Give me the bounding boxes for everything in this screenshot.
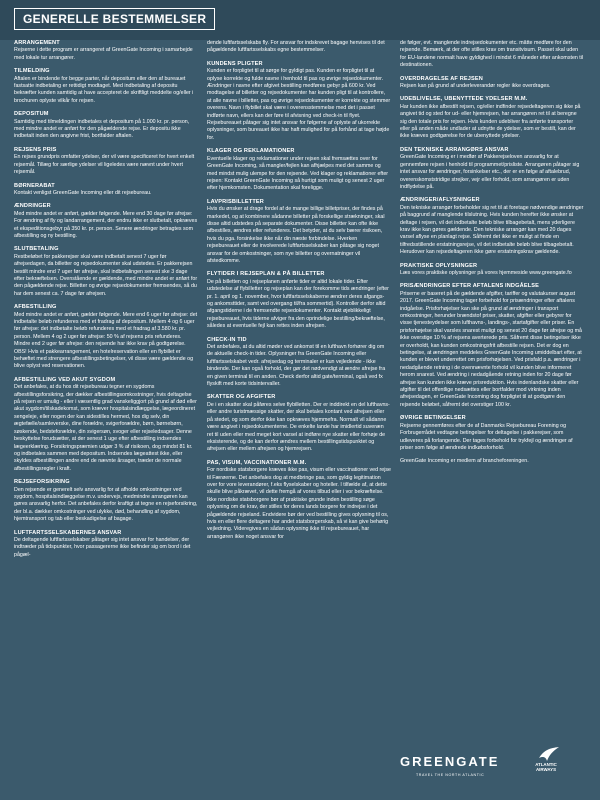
- terms-section: [14, 111, 198, 141]
- terms-section: [207, 337, 391, 389]
- section-body: Med mindre andet er anført, gælder følgende. Mere end 30 dage før afrejse: For ændring af fly og landarrangement, der endnu ikke er slutbetalt, opkræves et ekspeditionsgebyr på 350 kr. pr. person. Senere ændringer betragtes som afbestilling og ny bestilling.: [14, 210, 198, 239]
- section-body: Det anbefales, at du altid møder ved ankomst til en lufthavn forhører dig om de aktuelle check-in tider. Oplysninger fra GreenGate Incoming eller luftfartsselskabet vedr. afrejsedag og terminaler er kun vejledende - ikke bindende. Der kan også forhold, der gør det nødvendigt at ændre afrejse fra en given terminal til en anden. Check derfor altid gate/terminal, også ved fx flyskift med korte tidsintervaller.: [207, 344, 386, 388]
- section-title: ÆNDRINGER/AFLYSNINGER: [400, 197, 480, 204]
- terms-section: [14, 479, 198, 523]
- section-body: Den tekniske arrangør forbeholder sig ret til at foretage nødvendige ændringer på baggrund af manglende tilslutning. Hvis kunden herefter ikke ønsker at deltage i rejsen, vil det indbetalte beløb blive tilbagebetalt, mens yderligere krav ikke kan gøres gældende. Den tekniske arrangør kan med 20 dages varsel aflyse en planlagt rejse. Såfremt det ikke er muligt at finde en tilfredsstillende erstatningsrejse, vil det indbetalte beløb blive tilbagebetalt. Herudover kan rejsedeltageren ikke gøre erstatningskrav gældende.: [400, 204, 584, 256]
- terms-section: [400, 96, 584, 140]
- section-body: Samtidig med tilmeldingen indbetales et depositum på 1.000 kr. pr. person, med mindre andet er anført for den pågældende rejse. Er depositu ikke indbetalt inden den angivne frist, bortfalder aftalen.: [14, 118, 190, 140]
- terms-section: [14, 147, 198, 177]
- section-body: Hvis du ønsker at drage fordel af de mange billige billetpriser, der findes på markedet, og at kombinere sådanne billetter på forskellige strækninger, skal disse altid udstedes på separate dokumenter. Disse billetter kan ofte ikke afbestilles, ændres eller refunderes. Det betyder, at du selv bærer risikoen, hvis du pga. forsinkelse ikke når din næste forbindelse. Hverken rejsebureauet eller de involverede luftfartsselskaber kan påtage sig noget ansvar for de omkostninger, som nye billetter og overnatninger vil afstedkomme.: [207, 206, 385, 264]
- terms-section: [400, 263, 584, 278]
- section-title: TILMELDING: [14, 68, 50, 75]
- section-title: DEPOSITUM: [14, 111, 49, 118]
- terms-section: [14, 183, 198, 198]
- terms-section: [14, 203, 198, 240]
- airline-name-line1: ATLANTIC: [535, 762, 557, 767]
- terms-section: [14, 40, 198, 62]
- greengate-logo: GREENGATE: [400, 754, 500, 769]
- section-title: LAVPRISBILLETTER: [207, 198, 264, 205]
- section-body: Har kunden ikke afbestilt rejsen, og/eller indfinder rejsedeltageren sig ikke på angivet tid og sted for ud- eller hjemrejsen, har arrangøren ret til at beregne sig den totale pris for rejsen. Hvis kunden udebliver fra anførte transporter eller på anden måde undlader at udnytte de ydelser, som er bestilt, kan der ikke kræves godtgørelse for de ubenyttede ydelser.: [400, 103, 581, 140]
- section-title: CHECK-IN TID: [207, 336, 247, 343]
- terms-section: [207, 271, 391, 330]
- terms-section: [400, 458, 584, 465]
- terms-section: [400, 283, 584, 409]
- section-title: PRISÆNDRINGER EFTER AFTALENS INDGÅELSE: [400, 283, 540, 290]
- terms-section: [400, 197, 584, 256]
- section-body: Kunden er forpligtet til at sørge for gyldigt pas. Kunden er forpligtet til at oplyse korrekte og fulde navne i henhold til pas og øvrige rejsedokumenter. Ændringer i navne efter afgivet bestilling medføres gebyr på 600 kr. Ved modtagelse af billetter og rejsedokumenter har kunden pligt til at kontrollere, at alle navne i billetter, pas og øvrige rejsedokumenter er korrekte og stemmer overens. Navn i flybillet skal være i overensstemmelse med det i passet indførte navn, ellers kan der føre til afvisning ved check-in til flyet. Rejsebureauet påtager sig intet ansvar for følgerne af oplyste af ukorrekte oplysninger, som bureauet ikke har haft mulighed for på forhånd at tage højde for.: [207, 68, 391, 141]
- section-body: De i en skatter skal påføres selve flybilletten. Der er inddirekt en del lufthavns- eller andre turistmæssige skatter, der skal betales kontant ved afrejsen eller på stedet, og som derfor ikke kan opkræves hjemmefra. Normalt vil sådanne være angivet i rejsedokumenterne. De enkelte lande har imidlertid suveræn ret til uden eller med meget kort varsel at indføre nye skatter eller forhøje de eksisterende, og de kan derfor ændres mellem bestillingstidspunktet og afrejsen eller mellem afrejsen og hjemrejsen.: [207, 401, 390, 453]
- section-body: Den rejsende er generelt selv ansvarlig for at afholde omkostninger ved sygdom, hospitalsindlæggelse m.v. undervejs, medmindre arrangøren kan gøres ansvarlig herfor. Det anbefales derfor kraftigt at tegne en rejseforsikring, der bl.a. dækker omkostninger ved ulykke, død, behandling af sygdom, hjemtransport og tab eller beskadigelse af bagage.: [14, 486, 198, 523]
- section-body: Rejserne i dette program er arrangeret af GreenGate Incoming i samarbejde med lokale tur arrangører.: [14, 47, 193, 61]
- greengate-tagline: TRAVEL THE NORTH ATLANTIC: [416, 773, 485, 777]
- terms-section: [400, 40, 584, 70]
- column-3: [400, 40, 584, 800]
- section-title: ØVRIGE BETINGELSER: [400, 415, 466, 422]
- terms-section: [207, 199, 391, 266]
- terms-section: [14, 304, 198, 371]
- section-body: Aftalen er bindende for begge parter, når depositum eller den af bureauet fastsatte indbetaling er rettidigt modtaget. Med indbetaling af depositu bekræfter kunden samtidig at have accepteret de skriftligt meddelte og/eller i brochuren oplyste vilkår for rejsen.: [14, 75, 194, 104]
- section-body: En rejses grundpris omfatter ydelser, der vil være specificeret for hvert enkelt rejsemål. Tillæg for særlige ydelser vil ligeledes være nævnt under hvert rejsemål.: [14, 154, 195, 176]
- section-title: DEN TEKNISKE ARRANGØRS ANSVAR: [400, 146, 509, 153]
- section-body: GreenGate Incoming er i medfør af Pakkerejseloven ansvarlig for at gennemføre rejsen i henhold til programmet/prisliste. Arrangøren påtager sig intet ansvar for ændringer, forsinkelser etc., der er en følge af aftalebrud, overenskomststridige strejker, vejr eller forhold, som arrangøren er uden indflydelse på.: [400, 154, 580, 190]
- section-title: AFBESTILLING VED AKUT SYGDOM: [14, 376, 116, 383]
- terms-section: [400, 76, 584, 91]
- terms-section: [207, 148, 391, 192]
- section-title: REJSENS PRIS: [14, 146, 57, 153]
- terms-section: [207, 40, 391, 55]
- section-body: Læs vores praktiske oplysninger på vores hjemmeside www.greengate.fo: [400, 269, 572, 276]
- section-body: Rejsen kan på grund af underleverandør regler ikke overdrages.: [400, 83, 551, 90]
- section-body: For nordiske statsborgere kræves ikke pas, visum eller vaccinationer ved rejse til Færøerne. Det anbefales dog at medbringe pas, som gyldig legitimation over for vore leverandører, f.eks flyselskaber og hoteller. I tilfælde af, at dette skulle blive påkrævet, vil dette fremgå af vores tilbud eller i vor bekræftelse. Ikke nordiske statsborgere bør af praktiske grunde inden bestilling søge oplysning om de krav, der stilles for deres lands borgere for indrejse i det pågældende rejseland. Endvidere bør der ved bestilling gives oplysning til os, hvis en eller flere deltagere har andet statsborgerskab, så vi kan give behørig vejledning. Videregives en sådan oplysning ikke til rejsebureauet, har arrangøren ikke noget ansvar for: [207, 467, 391, 540]
- section-title: PAS, VISUM, VACCINATIONER M.M.: [207, 459, 307, 466]
- terms-section: [400, 147, 584, 191]
- section-body: Restbeløbet for pakkerejser skal være indbetalt senest 7 uger før afrejsedagen, da billetter og rejsedokumenter skal udstedes. Er pakkerejsen bestilt mindre end 7 uger før afrejse, skal indbetalingen senest ske 3 dage efter bekræftelsen. Ovenstående er gældende, med mindre andet er anført for den pågældende rejse. Billetter og øvrige rejsedokumenter fremsendes, så du har dem senest ca. 7 dage før afrejsen.: [14, 253, 198, 297]
- section-body: GreenGate Incoming er medlem af brancheforeningen.: [400, 458, 529, 465]
- terms-columns: [0, 40, 600, 800]
- section-body: Med mindre andet er anført, gælder følgende. Mere end 6 uger før afrejse: det indbetalte beløb refunderes med et fradrag af depositum. Mellem 4 og 6 uger før afrejse: det indbetalte beløb refunderes med et fradrag af 3.580 kr. pr. person. Mellem 4 og 2 uger før afrejse: 50 % af rejsens pris refunderes. Mindre end 2 uger før afrejse: den rejsende har ikke krav på godtgørelse. OBS! Hvis et pakkearrangement, en hotelreservation eller en flybillet er behæftet med strengere afbestillingsbetingelser, vil disse være gældende og blive oplyst ved reservationen.: [14, 311, 198, 370]
- section-title: REJSEFORSIKRING: [14, 479, 70, 486]
- section-title: KUNDENS PLIGTER: [207, 60, 263, 67]
- section-title: KLAGER OG REKLAMATIONER: [207, 148, 295, 155]
- airline-name-line2: AIRWAYS: [535, 767, 556, 772]
- terms-section: [207, 394, 391, 453]
- section-body: Det anbefales, at du hos dit rejsebureau tegner en sygdoms afbestillingsforsikring, der dækker afbestillingsomkostninger, hvis deltagelse på rejsen er umulig - eller i væsentlig grad vanskeliggjort på grund af død eller akut sygdom/tilskadekomst, som kræver hospitalsindlæggelse, lægeordineret sengeleje, eller nogen der kan sidestilles hermed, hos dig selv, din ægtefælle/samleverske, dine forældre, svigerforældre, børn, børnebørn, søskende, bedsteforældre, din svigersøn, svoger eller rejseledsager. Denne beskyttelse forudsætter, at der senest 1 uge efter afbestilling indsendes lægeerklæring. Forsikringspræmien udgør 3 % af risikoen, dog mindst 81 kr. og indbetales sammen med depositum. Indsendes lægeattest ikke, eller skyldes afbestillingen andre end de nævnte årsager, træder de normale afbestillingsregler i kraft.: [14, 384, 197, 472]
- column-2: [207, 40, 391, 800]
- page-title: GENERELLE BESTEMMELSER: [14, 8, 215, 30]
- footer-logos: [400, 740, 590, 780]
- terms-section: [14, 246, 198, 298]
- section-title: FLYTIDER I REJSEPLAN & PÅ BILLETTER: [207, 271, 325, 278]
- terms-section: [14, 68, 198, 105]
- section-body: Priserne er baseret på de gældende afgifter, tariffer og valutakurser august 2017. GreenGate Incoming tager forbehold for prisændringer efter aftalens indgåelse. Prisforhøjelser kan ske på grund af ændringer i transport omkostninger, herunder brændstof priser, skatter, afgifter eller gebyrer for visse tjenesteydelser som lufthavns-, landings-, startafgifter eller priser. En prisforhøjelse skal varsles snarest muligt og senest 20 dage før afrejse og må ikke overstige 10 % af rejsens averterede pris. Såfremt disse betingelser ikke er overholdt, kan kunden omkostningsfrit afbestille rejsen. Det er dog en betingelse, at ændringen meddeles GreenGate Incoming umiddelbart efter, at kunden er blevet underrettet om prisforhøjelsen. Ved prisfald p.a. ændringer i nedadgående retning i de ovennævnte forhold vil kunden blive informeret herom snarest. Ved ændring i nedadgående retning inden for 20 dage før afrejse kan kunden ikke kræve prisreduktion. Hvis indenlandske skatter eller afgifter til det offentlige nedsættes eller bortfalder mod virkning inden afrejsedagen, er GreenGate Incoming dog forpligtet til at godtgøre den rejsende beløbet, såfremt det overstiger 100 kr.: [400, 290, 582, 408]
- section-title: ÆNDRINGER: [14, 203, 51, 210]
- section-body: de følger, evt. manglende indrejsedokumenter etc. måtte medføre for den rejsende. Bemærk, at der ofte stilles krav om transitvisum. Passet skal uden for EU-landene normalt have gyldighed i mindst 6 måneder efter ankomsten til destinationen.: [400, 40, 584, 69]
- section-title: OVERDRAGELSE AF REJSEN: [400, 75, 483, 82]
- section-title: PRAKTISKE OPLYSNINGER: [400, 262, 478, 269]
- section-title: BØRNERABAT: [14, 182, 55, 189]
- section-body: De på billetten og i rejseplanen anførte tider er altid lokale tider. Efter udstedelse af flybilletter og rejseplan kan der forekomme tids ændringer (efter pr. 1. april og 1. november, hvor luftfartsselskaberne ændrer deres afgangs- og ankomsttider, samt ved overgang til/fra sommertid). Kontroller derfor altid afgangstiderne i de fremsendte rejsedokumenter. Kontakt øjeblikkeligt rejsebureauet, hvis tiderne afviger fra den oprindelige bestilling/bekræftelse, således at eventuelle fejl kan rettes inden afrejsen.: [207, 278, 389, 330]
- section-title: ARRANGEMENT: [14, 40, 60, 46]
- section-body: De deltagende luftfartsselskaber påtager sig intet ansvar for handelser, der indtræder på tidspunkter, hvor passagererne ikke befinder sig om bord i det pågæl-: [14, 536, 191, 558]
- column-1: [14, 40, 198, 800]
- section-title: LUFTFARTSSELSKABERNES ANSVAR: [14, 529, 122, 536]
- section-body: Eventuelle klager og reklamationer under rejsen skal fremsættes over for GreenGate Incoming, så mangler/fejlen kan afhjælpes med det samme og med mindst mulig ulempe for den rejsende. Ved klager og reklamationer efter rejsen: Kontakt GreenGate Incoming så hurtigt som muligt og senest 2 uger efter hjemkomsten. Dokumentation skal foreligge.: [207, 155, 389, 192]
- atlantic-airways-logo: [528, 762, 564, 772]
- atlantic-airways-bird-icon: [538, 746, 560, 762]
- terms-section: [400, 415, 584, 452]
- section-title: AFBESTILLING: [14, 304, 57, 311]
- section-body: Kontakt venligst GreenGate Incoming eller dit rejsebureau.: [14, 189, 152, 196]
- terms-section: [14, 377, 198, 473]
- section-body: Rejserne gennemføres efter de af Danmarks Rejsebureau Forening og Forbrugerrådet vedtagne betingelser for deltagelse i pakkerejser, som udleveres på forlangende. Der tages forbehold for trykfejl og ændringer af priser som følge af ændrede indkøbsforhold.: [400, 422, 573, 451]
- terms-section: [207, 61, 391, 142]
- section-title: SLUTBETALING: [14, 246, 59, 253]
- section-body: dende luftfartsselskabs fly. For ansvar for indskrevet bagage henvises til det pågældende luftfartsselskabs egne bestemmelser.: [207, 40, 385, 54]
- terms-section: [207, 460, 391, 541]
- page-header: [0, 0, 600, 40]
- terms-section: [14, 530, 198, 560]
- section-title: SKATTER OG AFGIFTER: [207, 394, 276, 401]
- section-title: UDEBLIVELSE, UBENYTTEDE YDELSER M.M.: [400, 96, 528, 103]
